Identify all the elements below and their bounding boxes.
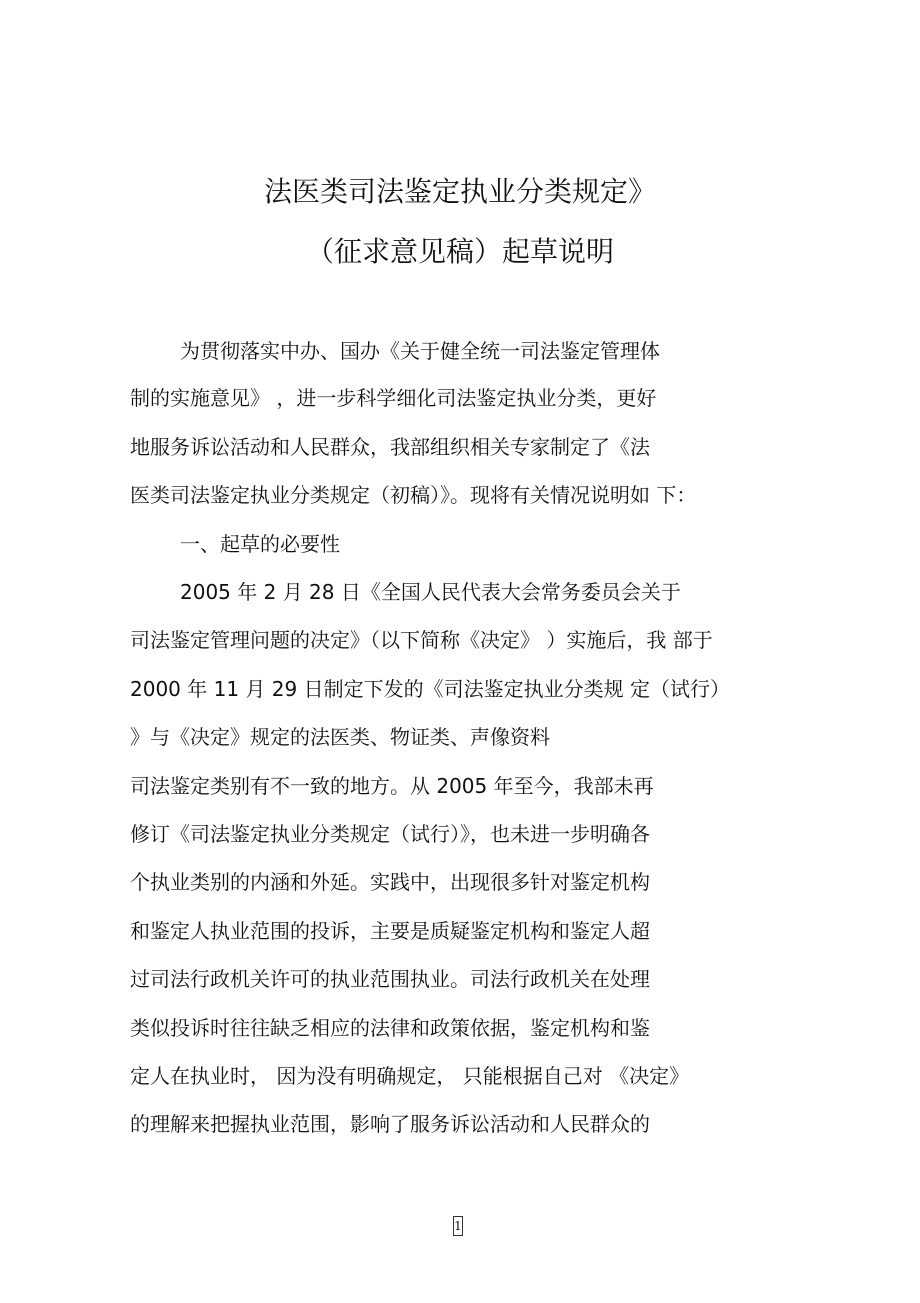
page-number: 1 (453, 1216, 463, 1236)
paragraph-line: 2005 年 2 月 28 日《全国人民代表大会常务委员会关于 (180, 580, 681, 604)
paragraph-line: 定人在执业时， 因为没有明确规定， 只能根据自己对 《决定》 (130, 1064, 690, 1088)
document-title-line-1: 法医类司法鉴定执业分类规定》 (263, 175, 656, 208)
paragraph-line: 修订《司法鉴定执业分类规定（试行）》，也未进一步明确各 (130, 822, 650, 846)
document-title-line-2: （征求意见稿）起草说明 (305, 235, 614, 268)
paragraph-line: 医类司法鉴定执业分类规定（初稿）》。现将有关情况说明如 下： (130, 483, 697, 507)
paragraph-line: 的理解来把握执业范围，影响了服务诉讼活动和人民群众的 (130, 1112, 650, 1136)
paragraph-line: 司法鉴定类别有不一致的地方。从 2005 年至今，我部未再 (130, 774, 654, 798)
paragraph-line: 过司法行政机关许可的执业范围执业。司法行政机关在处理 (130, 967, 650, 991)
paragraph-line: 2000 年 11 月 29 日制定下发的《司法鉴定执业分类规 定（试行） (130, 677, 730, 701)
paragraph-line: 为贯彻落实中办、国办《关于健全统一司法鉴定管理体 (180, 339, 660, 363)
paragraph-line: 》与《决定》规定的法医类、物证类、声像资料 (130, 725, 550, 749)
paragraph-line: 司法鉴定管理问题的决定》（以下简称《决定》 ）实施后，我 部于 (130, 628, 713, 652)
paragraph-line: 和鉴定人执业范围的投诉，主要是质疑鉴定机构和鉴定人超 (130, 919, 650, 943)
paragraph-line: 类似投诉时往往缺乏相应的法律和政策依据，鉴定机构和鉴 (130, 1016, 650, 1040)
paragraph-line: 个执业类别的内涵和外延。实践中，出现很多针对鉴定机构 (130, 870, 650, 894)
paragraph-line: 地服务诉讼活动和人民群众，我部组织相关专家制定了《法 (130, 435, 650, 459)
paragraph-line: 制的实施意见》 ，进一步科学细化司法鉴定执业分类，更好 (130, 386, 657, 410)
section-heading: 一、起草的必要性 (180, 532, 340, 556)
